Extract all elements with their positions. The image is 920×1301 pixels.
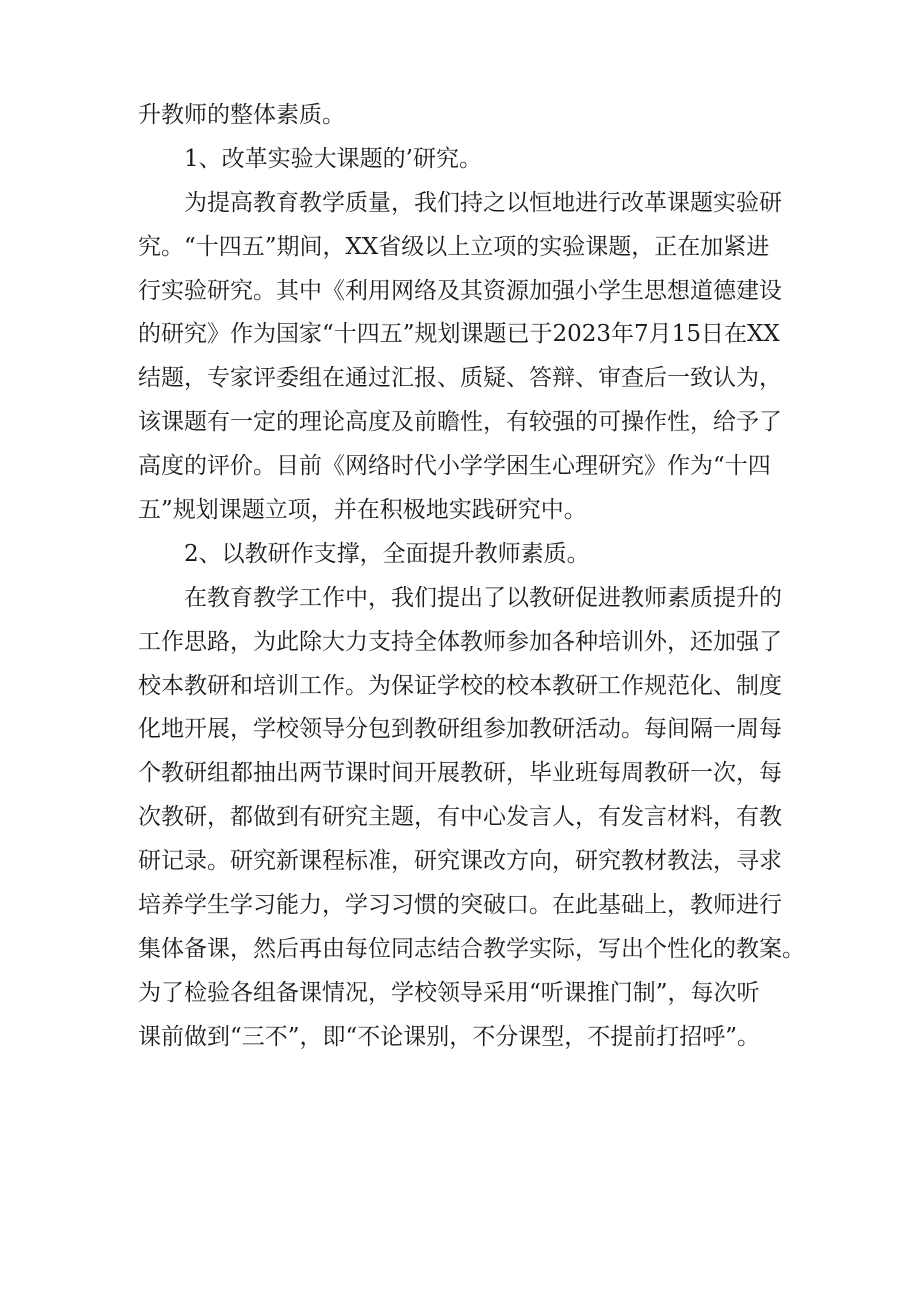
document-body	[138, 94, 810, 1060]
text-line: 课前做到“三不”，即“不论课别，不分课型，不提前打招呼”。	[138, 1023, 761, 1050]
text-line: 在教育教学工作中，我们提出了以教研促进教师素质提升的	[184, 584, 782, 611]
text-line: 培养学生学习能力，学习习惯的突破口。在此基础上，教师进行	[138, 892, 782, 919]
text-line: 化地开展，学校领导分包到教研组参加教研活动。每间隔一周每	[138, 716, 782, 743]
text-line: 次教研，都做到有研究主题，有中心发言人，有发言材料，有教	[138, 804, 782, 831]
text-line: 的研究》作为国家“十四五”规划课题已于2023年7月15日在XX	[138, 321, 780, 348]
text-line: 高度的评价。目前《网络时代小学学困生心理研究》作为“十四	[138, 453, 771, 480]
text-line: 为提高教育教学质量，我们持之以恒地进行改革课题实验研	[184, 189, 782, 216]
text-line: 该课题有一定的理论高度及前瞻性，有较强的可操作性，给予了	[138, 409, 782, 436]
text-line: 行实验研究。其中《利用网络及其资源加强小学生思想道德建设	[138, 277, 782, 304]
text-line: 集体备课，然后再由每位同志结合教学实际，写出个性化的教案。	[138, 935, 805, 962]
text-line: 升教师的整体素质。	[138, 102, 345, 128]
text-line: 五”规划课题立项，并在积极地实践研究中。	[138, 497, 587, 524]
text-line: 校本教研和培训工作。为保证学校的校本教研工作规范化、制度	[138, 672, 782, 699]
text-line: 结题，专家评委组在通过汇报、质疑、答辩、审查后一致认为，	[138, 365, 782, 392]
text-line: 究。“十四五”期间，XX省级以上立项的实验课题，正在加紧进	[138, 233, 770, 260]
text-line: 为了检验各组备课情况，学校领导采用“听课推门制”，每次听	[138, 979, 760, 1006]
text-line: 工作思路，为此除大力支持全体教师参加各种培训外，还加强了	[138, 628, 782, 655]
section-heading-2: 2、以教研作支撑，全面提升教师素质。	[184, 540, 590, 567]
section-heading-1: 1、改革实验大课题的’研究。	[184, 145, 482, 172]
text-line: 研记录。研究新课程标准，研究课改方向，研究教材教法，寻求	[138, 848, 782, 875]
text-line: 个教研组都抽出两节课时间开展教研，毕业班每周教研一次，每	[138, 760, 782, 787]
